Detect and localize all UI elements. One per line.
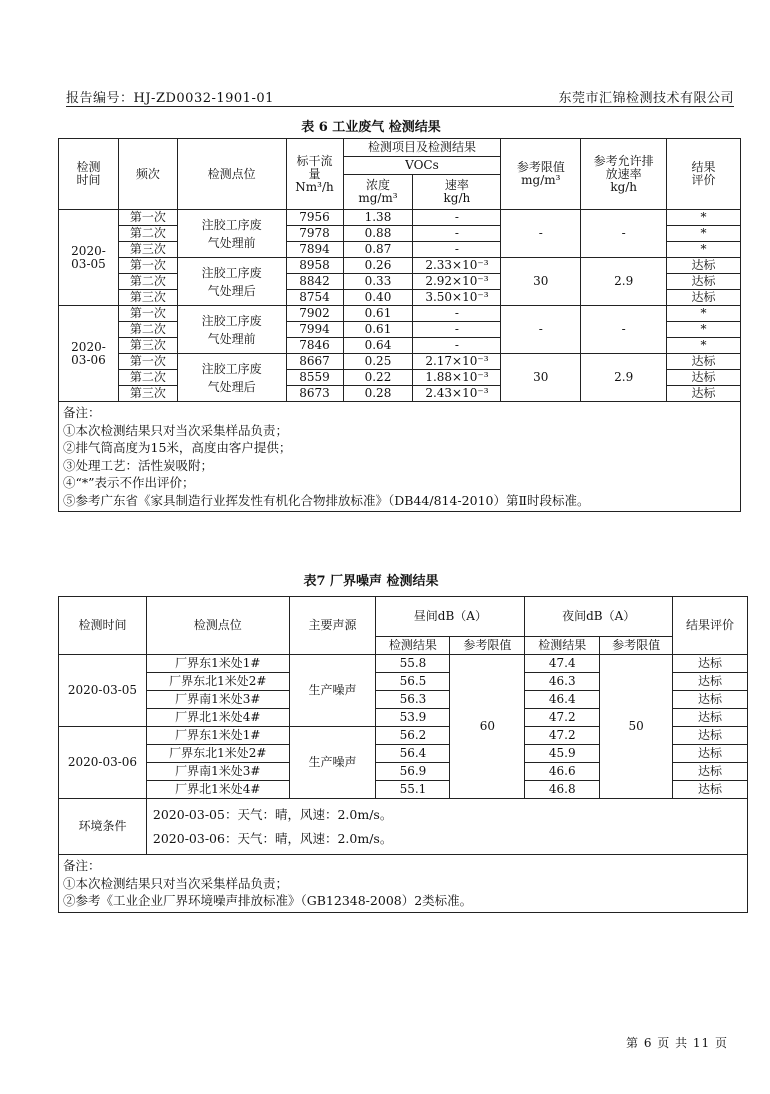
header-limit: 参考限值 mg/m³ — [501, 139, 581, 210]
conc-cell: 0.28 — [343, 386, 413, 402]
note-line: ①本次检测结果只对当次采集样品负责； — [63, 875, 289, 891]
day-result-cell: 56.4 — [376, 745, 450, 763]
limit-cell: - — [501, 306, 581, 354]
rate-cell: 2.17×10⁻³ — [413, 354, 501, 370]
flow-cell: 7902 — [286, 306, 343, 322]
day-result-cell: 55.8 — [376, 655, 450, 673]
day-result-cell: 53.9 — [376, 709, 450, 727]
noise-table — [58, 596, 748, 913]
table7-notes — [59, 855, 748, 913]
rate-cell: - — [413, 322, 501, 338]
note-line: ①本次检测结果只对当次采集样品负责； — [63, 422, 289, 438]
point-cell: 厂界北1米处4# — [146, 709, 289, 727]
point-cell: 注胶工序废 气处理后 — [177, 258, 286, 306]
conc-cell: 0.26 — [343, 258, 413, 274]
limit-cell: - — [501, 210, 581, 258]
noise-header-day-limit: 参考限值 — [450, 637, 525, 655]
flow-cell: 8958 — [286, 258, 343, 274]
env-line: 2020-03-06：天气：晴，风速：2.0m/s。 — [152, 830, 393, 846]
header-freq: 频次 — [118, 139, 177, 210]
eval-cell: * — [667, 210, 741, 226]
header-items: 检测项目及检测结果 — [343, 139, 501, 157]
limit-cell: 30 — [501, 258, 581, 306]
noise-header-night-limit: 参考限值 — [600, 637, 673, 655]
point-cell: 厂界东1米处1# — [146, 727, 289, 745]
rate-limit-cell: 2.9 — [581, 354, 667, 402]
table7-title: 表7 厂界噪声 检测结果 — [303, 574, 439, 589]
company-name: 东莞市汇锦检测技术有限公司 — [558, 91, 734, 106]
eval-cell: 达标 — [667, 386, 741, 402]
noise-header-point: 检测点位 — [146, 597, 289, 655]
date-cell: 2020- 03-05 — [59, 210, 119, 306]
night-limit-cell: 50 — [600, 655, 673, 799]
note-line: ⑤参考广东省《家具制造行业挥发性有机化合物排放标准》（DB44/814-2010）第Ⅱ时段标准。 — [63, 492, 590, 508]
rate-limit-cell: 2.9 — [581, 258, 667, 306]
eval-cell: * — [667, 226, 741, 242]
rate-cell: - — [413, 242, 501, 258]
rate-cell: 2.33×10⁻³ — [413, 258, 501, 274]
eval-cell: 达标 — [673, 763, 748, 781]
freq-cell: 第三次 — [118, 242, 177, 258]
page-header — [66, 86, 734, 107]
header-flow: 标干流 量 Nm³/h — [286, 139, 343, 210]
eval-cell: * — [667, 306, 741, 322]
eval-cell: * — [667, 322, 741, 338]
env-label: 环境条件 — [59, 799, 147, 855]
freq-cell: 第二次 — [118, 322, 177, 338]
point-cell: 注胶工序废 气处理后 — [177, 354, 286, 402]
rate-cell: 3.50×10⁻³ — [413, 290, 501, 306]
date-cell: 2020-03-06 — [59, 727, 147, 799]
header-rate: 速率 kg/h — [413, 175, 501, 210]
freq-cell: 第三次 — [118, 338, 177, 354]
day-result-cell: 56.2 — [376, 727, 450, 745]
noise-header-date: 检测时间 — [59, 597, 147, 655]
eval-cell: 达标 — [673, 691, 748, 709]
noise-header-source: 主要声源 — [289, 597, 376, 655]
conc-cell: 0.64 — [343, 338, 413, 354]
waste-gas-table — [58, 138, 741, 512]
header-point: 检测点位 — [177, 139, 286, 210]
table-row — [59, 258, 741, 274]
flow-cell: 8673 — [286, 386, 343, 402]
point-cell: 厂界北1米处4# — [146, 781, 289, 799]
rate-cell: - — [413, 338, 501, 354]
conc-cell: 1.38 — [343, 210, 413, 226]
day-limit-cell: 60 — [450, 655, 525, 799]
conc-cell: 0.25 — [343, 354, 413, 370]
table6-title: 表 6 工业废气 检测结果 — [301, 120, 441, 135]
rate-cell: - — [413, 210, 501, 226]
rate-limit-cell: - — [581, 306, 667, 354]
header-vocs: VOCs — [343, 157, 501, 175]
conc-cell: 0.61 — [343, 306, 413, 322]
env-line: 2020-03-05：天气：晴，风速：2.0m/s。 — [152, 806, 393, 822]
eval-cell: 达标 — [667, 274, 741, 290]
flow-cell: 8667 — [286, 354, 343, 370]
eval-cell: * — [667, 338, 741, 354]
night-result-cell: 46.8 — [525, 781, 600, 799]
point-cell: 厂界东北1米处2# — [146, 745, 289, 763]
table-row — [59, 306, 741, 322]
rate-limit-cell: - — [581, 210, 667, 258]
eval-cell: 达标 — [667, 370, 741, 386]
day-result-cell: 56.5 — [376, 673, 450, 691]
table-row — [59, 210, 741, 226]
flow-cell: 8842 — [286, 274, 343, 290]
freq-cell: 第一次 — [118, 354, 177, 370]
date-cell: 2020-03-05 — [59, 655, 147, 727]
header-conc: 浓度 mg/m³ — [343, 175, 413, 210]
eval-cell: 达标 — [667, 290, 741, 306]
eval-cell: 达标 — [673, 745, 748, 763]
note-line: ②参考《工业企业厂界环境噪声排放标准》（GB12348-2008）2类标准。 — [63, 893, 473, 908]
note-line: 备注： — [63, 858, 101, 873]
page-footer: 第 6 页 共 11 页 — [626, 1036, 728, 1050]
freq-cell: 第二次 — [118, 274, 177, 290]
eval-cell: 达标 — [673, 709, 748, 727]
flow-cell: 8559 — [286, 370, 343, 386]
rate-cell: 1.88×10⁻³ — [413, 370, 501, 386]
point-cell: 厂界东北1米处2# — [146, 673, 289, 691]
rate-cell: - — [413, 306, 501, 322]
note-line: ②排气筒高度为15米，高度由客户提供； — [63, 440, 292, 455]
flow-cell: 7978 — [286, 226, 343, 242]
noise-header-night: 夜间dB（A） — [525, 597, 673, 637]
date-cell: 2020- 03-06 — [59, 306, 119, 402]
flow-cell: 8754 — [286, 290, 343, 306]
day-result-cell: 56.3 — [376, 691, 450, 709]
source-cell: 生产噪声 — [289, 655, 376, 727]
report-number: 报告编号：HJ-ZD0032-1901-01 — [66, 91, 274, 106]
day-result-cell: 55.1 — [376, 781, 450, 799]
freq-cell: 第二次 — [118, 226, 177, 242]
point-cell: 厂界东1米处1# — [146, 655, 289, 673]
eval-cell: 达标 — [667, 258, 741, 274]
night-result-cell: 47.4 — [525, 655, 600, 673]
freq-cell: 第三次 — [118, 386, 177, 402]
flow-cell: 7894 — [286, 242, 343, 258]
conc-cell: 0.87 — [343, 242, 413, 258]
night-result-cell: 46.4 — [525, 691, 600, 709]
header-date: 检测 时间 — [59, 139, 119, 210]
night-result-cell: 46.3 — [525, 673, 600, 691]
source-cell: 生产噪声 — [289, 727, 376, 799]
note-line: ④“*”表示不作出评价； — [63, 475, 195, 490]
flow-cell: 7846 — [286, 338, 343, 354]
conc-cell: 0.88 — [343, 226, 413, 242]
freq-cell: 第三次 — [118, 290, 177, 306]
conc-cell: 0.61 — [343, 322, 413, 338]
conc-cell: 0.22 — [343, 370, 413, 386]
night-result-cell: 45.9 — [525, 745, 600, 763]
header-rate-limit: 参考允许排 放速率 kg/h — [581, 139, 667, 210]
table-row — [59, 354, 741, 370]
day-result-cell: 56.9 — [376, 763, 450, 781]
eval-cell: 达标 — [667, 354, 741, 370]
eval-cell: 达标 — [673, 727, 748, 745]
freq-cell: 第一次 — [118, 210, 177, 226]
eval-cell: 达标 — [673, 673, 748, 691]
conc-cell: 0.40 — [343, 290, 413, 306]
freq-cell: 第一次 — [118, 306, 177, 322]
limit-cell: 30 — [501, 354, 581, 402]
env-conditions — [146, 799, 747, 855]
noise-header-night-result: 检测结果 — [525, 637, 600, 655]
noise-header-day-result: 检测结果 — [376, 637, 450, 655]
eval-cell: 达标 — [673, 781, 748, 799]
freq-cell: 第二次 — [118, 370, 177, 386]
freq-cell: 第一次 — [118, 258, 177, 274]
rate-cell: 2.92×10⁻³ — [413, 274, 501, 290]
night-result-cell: 46.6 — [525, 763, 600, 781]
table-row — [59, 655, 748, 673]
night-result-cell: 47.2 — [525, 709, 600, 727]
night-result-cell: 47.2 — [525, 727, 600, 745]
note-line: 备注： — [63, 405, 101, 420]
table6-notes — [59, 402, 741, 512]
noise-header-eval: 结果评价 — [673, 597, 748, 655]
header-eval: 结果 评价 — [667, 139, 741, 210]
point-cell: 注胶工序废 气处理前 — [177, 306, 286, 354]
point-cell: 注胶工序废 气处理前 — [177, 210, 286, 258]
point-cell: 厂界南1米处3# — [146, 763, 289, 781]
flow-cell: 7956 — [286, 210, 343, 226]
flow-cell: 7994 — [286, 322, 343, 338]
conc-cell: 0.33 — [343, 274, 413, 290]
rate-cell: - — [413, 226, 501, 242]
noise-header-day: 昼间dB（A） — [376, 597, 525, 637]
point-cell: 厂界南1米处3# — [146, 691, 289, 709]
note-line: ③处理工艺：活性炭吸附； — [63, 457, 214, 473]
rate-cell: 2.43×10⁻³ — [413, 386, 501, 402]
eval-cell: 达标 — [673, 655, 748, 673]
eval-cell: * — [667, 242, 741, 258]
